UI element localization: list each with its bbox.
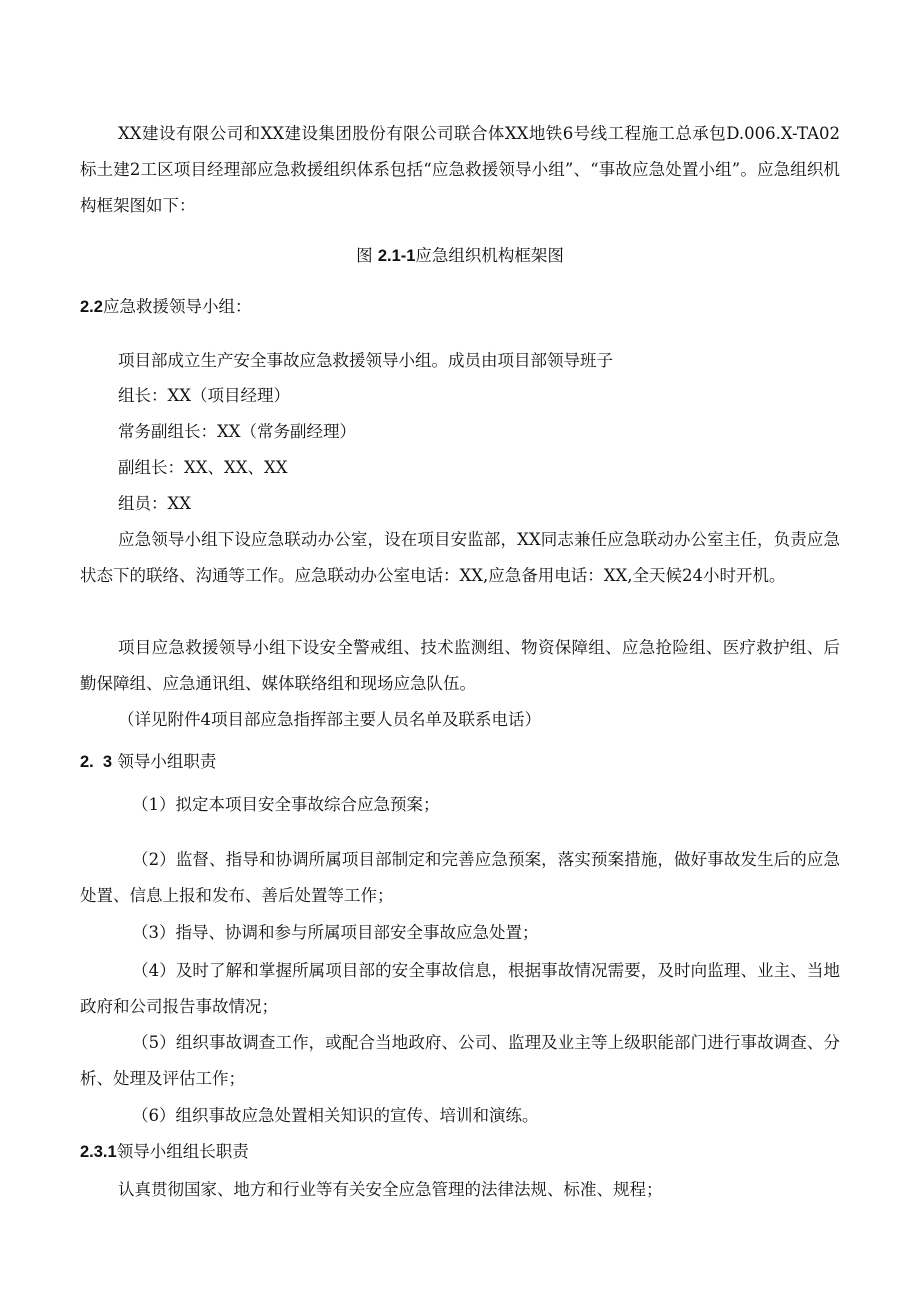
office-paragraph: 应急领导小组下设应急联动办公室，设在项目安监部，XX同志兼任应急联动办公室主任，负责应急状态下的联络、沟通等工作。应急联动办公室电话：XX,应急备用电话：XX,全天候24小时开机。	[80, 530, 840, 585]
executive-deputy-line: 常务副组长：XX（常务副经理）	[118, 422, 356, 441]
heading-2-3-1-title: 领导小组组长职责	[116, 1142, 249, 1161]
deputy-line: 副组长：XX、XX、XX	[118, 458, 288, 477]
figure-number: 2.1-1	[377, 247, 416, 265]
duty-item-1: （1）拟定本项目安全事故综合应急预案；	[132, 795, 440, 814]
figure-caption	[0, 238, 920, 274]
leader-duty-paragraph: 认真贯彻国家、地方和行业等有关安全应急管理的法律法规、标准、规程；	[118, 1180, 663, 1199]
duty-item-5: （5）组织事故调查工作，或配合当地政府、公司、监理及业主等上级职能部门进行事故调查、分析、处理及评估工作；	[80, 1033, 840, 1088]
heading-2-3-1-number: 2.3.1	[80, 1143, 117, 1161]
duty-item-2: （2）监督、指导和协调所属项目部制定和完善应急预案，落实预案措施，做好事故发生后的应急处置、信息上报和发布、善后处置等工作；	[80, 850, 840, 905]
duty-item-3: （3）指导、协调和参与所属项目部安全事故应急处置；	[132, 923, 539, 942]
heading-2-3-number: 2. 3	[80, 753, 113, 771]
heading-2-2-title: 应急救援领导小组：	[102, 297, 252, 316]
intro-paragraph: XX建设有限公司和XX建设集团股份有限公司联合体XX地铁6号线工程施工总承包D.006.X-TA02标土建2工区项目经理部应急救援组织体系包括“应急救援领导小组”、“事故应急处置小组”。应急组织机构框架图如下：	[80, 124, 840, 215]
figure-title: 应急组织机构框架图	[415, 246, 564, 265]
figure-prefix: 图	[356, 246, 378, 265]
duty-item-4: （4）及时了解和掌握所属项目部的安全事故信息，根据事故情况需要，及时向监理、业主、当地政府和公司报告事故情况；	[80, 961, 840, 1016]
leader-line: 组长：XX（项目经理）	[118, 386, 290, 405]
groups-paragraph: 项目应急救援领导小组下设安全警戒组、技术监测组、物资保障组、应急抢险组、医疗救护组、后勤保障组、应急通讯组、媒体联络组和现场应急队伍。	[80, 638, 840, 693]
member-line: 组员：XX	[118, 494, 191, 513]
heading-2-3-1	[80, 1134, 840, 1170]
heading-2-3-title: 领导小组职责	[117, 752, 217, 771]
appendix-note: （详见附件4项目部应急指挥部主要人员名单及联系电话）	[118, 710, 541, 729]
heading-2-2-number: 2.2	[80, 298, 103, 316]
heading-2-3	[80, 744, 840, 780]
duty-item-6: （6）组织事故应急处置相关知识的宣传、培训和演练。	[132, 1106, 539, 1125]
heading-2-2	[80, 289, 840, 325]
leader-group-intro: 项目部成立生产安全事故应急救援领导小组。成员由项目部领导班子	[118, 351, 613, 370]
